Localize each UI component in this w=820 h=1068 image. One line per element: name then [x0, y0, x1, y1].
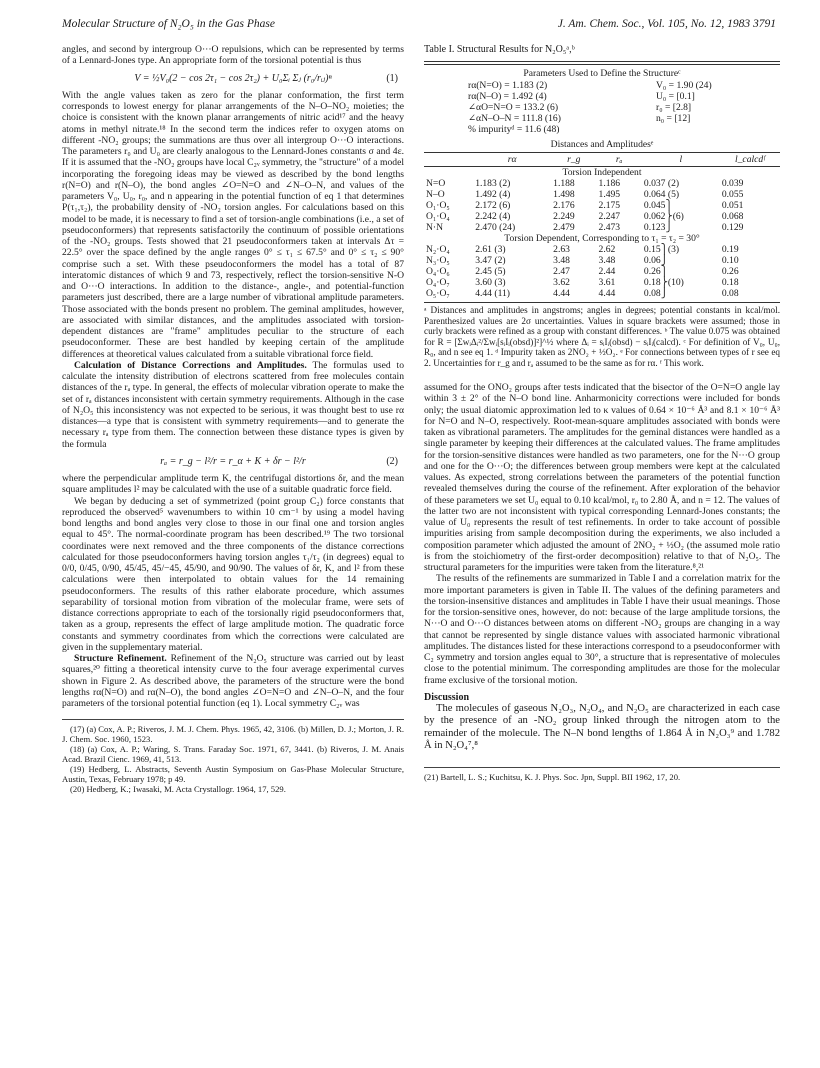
- section-runhead: Structure Refinement.: [74, 653, 167, 664]
- param: r₀ = [2.8]: [656, 102, 692, 113]
- cell: 2.172 (6): [475, 200, 511, 211]
- paragraph: [62, 360, 404, 450]
- cell: 0.08: [721, 288, 739, 299]
- params-title: Parameters Used to Define the Structureᶜ: [523, 68, 681, 79]
- table-row: [424, 211, 780, 222]
- cell: 0.26⎫: [643, 266, 668, 277]
- running-head-title: Molecular Structure of N₂O₅ in the Gas Phase: [62, 18, 275, 30]
- footnotes: [62, 719, 404, 794]
- cell: 4.44: [553, 288, 570, 299]
- cell: O₁·O₅: [426, 200, 450, 211]
- right-column: [424, 44, 780, 1056]
- cell: 0.15⎫(3): [643, 244, 680, 255]
- table-row: [424, 244, 780, 255]
- cell: 2.62: [598, 244, 616, 255]
- cell: 0.037 (2): [643, 178, 680, 189]
- cell: 0.08⎭: [643, 288, 668, 299]
- cell: 0.19: [721, 244, 739, 255]
- cell: 0.06⎭: [643, 255, 668, 266]
- param: U₀ = [0.1]: [656, 91, 695, 102]
- cell: O₄·O₇: [426, 277, 450, 288]
- param: ∠αO=N=O = 133.2 (6): [468, 102, 559, 113]
- params-grid: [468, 80, 780, 135]
- distances-title: Distances and Amplitudesᵉ: [550, 139, 654, 150]
- section-label: Torsion Independent: [562, 167, 642, 178]
- cell: 1.492 (4): [475, 189, 511, 200]
- paragraph: [62, 653, 404, 709]
- section-label: Torsion Dependent, Corresponding to τ₁ = τ₂ = 30°: [504, 233, 700, 244]
- paragraph-text: Refinement of the N₂O₅ structure was carried out by least squares,²⁰ fitting a theoretical intensity curve to the four average experimental curves shown in Figure 2. As described above, the parameters of the structure were the bond lengths rα(N=O) and rα(N–O), the bond angles ∠O=N=O and ∠N–O–N, and the four parameters of the torsional potential function (eq 1). Local symmetry C₂ᵥ was: [62, 653, 404, 709]
- cell-value: 0.15: [643, 244, 661, 255]
- cell-value: 0.26: [643, 266, 661, 277]
- footnote: (19) Hedberg, L. Abstracts, Seventh Austin Symposium on Gas-Phase Molecular Structure, Austin, Texas, February 1978; p 49.: [62, 764, 404, 785]
- cell: 0.055: [721, 189, 744, 200]
- table-1: [424, 44, 780, 368]
- equation-text: V = ½V₀(2 − cos 2τ₁ − cos 2τ₂) + U₀Σᵢ Σⱼ (r₀/rᵢⱼ)ⁿ: [134, 72, 332, 84]
- cell-value: 0.045: [643, 200, 666, 211]
- cell: 3.48: [598, 255, 616, 266]
- cell: 0.039: [721, 178, 744, 189]
- table-row: [424, 189, 780, 200]
- cell: 2.470 (24): [475, 222, 516, 233]
- paragraph-text: The formulas used to calculate the intensity distribution of electrons scattered from free molecules contain distances of the rₐ type. In general, the effects of molecular vibration operate to make the set of rₐ distances inconsistent with certain symmetry requirements. Although in the case of N₂O₅ this inconsistency was not expected to be serious, it was thought best to use rα distances—a type that is consistent with symmetry requirements—and to generate the necessary rₐ type from them. The connection between these distance types is given by the formula: [62, 359, 404, 450]
- cell: 2.479: [553, 222, 575, 233]
- param: [656, 124, 756, 135]
- table-row: [424, 266, 780, 277]
- cell-value: 0.062: [643, 211, 666, 222]
- cell: O₄·O₆: [426, 266, 450, 277]
- cell: 0.123⎭: [643, 222, 673, 233]
- param: rα(N=O) = 1.183 (2): [468, 80, 548, 91]
- group-brace-label: (10): [667, 277, 684, 288]
- paragraph: The results of the refinements are summarized in Table I and a correlation matrix for the more important parameters is given in Table II. The values of the defining parameters and the torsion-insensitive distances and amplitudes in Table I have their usual meanings. Those for the torsion-sensitive ones, however, do not: because of the large amplitude torsions, the N···O and O···O distances between atoms on different -NO₂ groups are changing in a way that cannot be represented by single distance values with associated harmonic vibrational amplitudes. The distances listed for these interactions correspond to a pseudoconformer with C₂ symmetry and torsion angles equal to 30°, a structure that is representative of molecules close to the potential minimum. The corresponding amplitudes are those for the molecular frame exclusive of the torsional motion.: [424, 573, 780, 686]
- cell: 2.249: [553, 211, 575, 222]
- table-row: [424, 277, 780, 288]
- cell: 0.26: [721, 266, 739, 277]
- cell: 0.062⎬(6): [643, 211, 684, 222]
- cell: 0.051: [721, 200, 744, 211]
- distances-table: [424, 152, 780, 299]
- param: rα(N–O) = 1.492 (4): [468, 91, 547, 102]
- table-row: [424, 255, 780, 266]
- cell: 0.064 (5): [643, 189, 680, 200]
- cell: 0.18: [721, 277, 739, 288]
- column-header: r_g: [551, 153, 596, 167]
- paragraph: where the perpendicular amplitude term K, the centrifugal distortions δr, and the mean square amplitudes l² may be calculated with the use of a suitable quadratic force field.: [62, 473, 404, 496]
- column-header: rₐ: [597, 153, 642, 167]
- cell: 3.48: [553, 255, 570, 266]
- cell: 4.44 (11): [475, 288, 511, 299]
- cell-value: 0.08: [643, 288, 661, 299]
- footnote: (21) Bartell, L. S.; Kuchitsu, K. J. Phys. Soc. Jpn, Suppl. BII 1962, 17, 20.: [424, 767, 780, 782]
- cell: 3.47 (2): [475, 255, 506, 266]
- table-rule: [424, 61, 780, 65]
- section-row: [424, 167, 780, 179]
- cell-value: 0.18: [643, 277, 661, 288]
- cell: N=O: [426, 178, 446, 189]
- cell: 0.045⎫: [643, 200, 673, 211]
- cell: 2.63: [553, 244, 570, 255]
- table-row: [424, 178, 780, 189]
- table-row: [424, 200, 780, 211]
- cell: 2.175: [598, 200, 621, 211]
- cell: 2.61 (3): [475, 244, 506, 255]
- table-notes: ᵃ Distances and amplitudes in angstroms; angles in degrees; potential constants in kcal/mol. Parenthesized values are 2σ uncertainties. Values in square brackets were assumed; those in curly brackets were refined as a group with constant differences. ᵇ The value 0.075 was obtained for R = [ΣwᵢΔᵢ²/Σwᵢ[sᵢIᵢ(obsd)]²]^½ where Δᵢ = sᵢIᵢ(obsd) − sᵢIᵢ(calcd). ᶜ For definition of V₀, U₀, R₀, and n see eq 1. ᵈ Impurity taken as 2NO₂ + ½O₂. ᵉ For connections between types of r see eq 2. Uncertainties for r_g and rₐ assumed to be the same as for rα. ᶠ This work.: [424, 302, 780, 368]
- equation-2: [62, 456, 404, 467]
- cell: 1.186: [598, 178, 621, 189]
- cell: 2.45 (5): [475, 266, 506, 277]
- cell: 2.473: [598, 222, 621, 233]
- cell: 4.44: [598, 288, 616, 299]
- param: % impurityᵈ = 11.6 (48): [468, 124, 560, 135]
- param: ∠αN–O–N = 111.8 (16): [468, 113, 561, 124]
- cell-value: 0.06: [643, 255, 661, 266]
- table-row: [424, 222, 780, 233]
- cell: 3.62: [553, 277, 570, 288]
- param: n₀ = [12]: [656, 113, 691, 124]
- cell: N–O: [426, 189, 445, 200]
- section-row: [424, 233, 780, 244]
- cell: N₂·O₄: [426, 244, 450, 255]
- table-header-row: [424, 153, 780, 167]
- cell: 0.18⎬(10): [643, 277, 684, 288]
- cell: 2.44: [598, 266, 616, 277]
- cell: 0.10: [721, 255, 739, 266]
- footnote: (17) (a) Cox, A. P.; Riveros, J. M. J. Chem. Phys. 1965, 42, 3106. (b) Millen, D. J.; Morton, J. R. J. Chem. Soc. 1960, 1523.: [62, 724, 404, 745]
- cell: 2.47: [553, 266, 570, 277]
- paragraph: angles, and second by intergroup O···O repulsions, which can be represented by terms of a Lennard-Jones type. An appropriate form of the torsional potential is thus: [62, 44, 404, 67]
- cell: O₅·O₇: [426, 288, 450, 299]
- param: V₀ = 1.90 (24): [656, 80, 712, 91]
- discussion-section: [424, 703, 780, 753]
- equation-1: [62, 73, 404, 84]
- column-header: rα: [473, 153, 551, 167]
- cell: O₁·O₄: [426, 211, 450, 222]
- running-head: [62, 18, 776, 34]
- table-caption: Table I. Structural Results for N₂O₅ᵃ,ᵇ: [424, 44, 575, 55]
- cell: 2.176: [553, 200, 575, 211]
- table-row: [424, 288, 780, 299]
- column-header: l_calcdᶠ: [720, 153, 780, 167]
- paragraph: assumed for the ONO₂ groups after tests indicated that the bisector of the O=N=O angle lay within 3 ± 2° of the N–O bond line. Anharmonicity corrections were included for bonds only; the usual diatomic approximation led to κ values of 0.64 × 10⁻⁶ Å³ and 8.1 × 10⁻⁶ Å³ for N=O and N–O, respectively. Root-mean-square amplitudes associated with bonds were taken as vibrational parameters. The amplitudes for the geminal distances were handled as a single parameter by keeping their differences at the calculated values. The frame amplitudes for the torsion-sensitive distances were handled as two parameters, one for the N···O group and one for the O···O; the differences between group members were kept at the calculated values. As expected, strong correlations between the parameters of the potential function revealed themselves during the course of the refinement. After exploration of the behavior of these parameters we set U₀ equal to 0.10 kcal/mol, r₀ to 2.80 Å, and n = 12. The values of the latter two are not inconsistent with typical corresponding Lennard-Jones constants; the value of U₀ represents the result of test refinements. In order to take account of possible impurities arising from sample decomposition during the experiments, we also included a composition parameter which adjusted the amount of 2NO₂ + ½O₂ (the assumed mole ratio is from the stoichiometry of the first-order decomposition) relative to that of N₂O₅. The structural parameters for the impurities were taken from the literature.⁸,²¹: [424, 382, 780, 573]
- left-column: [62, 44, 404, 1056]
- cell: 2.242 (4): [475, 211, 511, 222]
- paragraph: With the angle values taken as zero for the planar conformation, the first term corresponds to lowest energy for planar arrangements of the N–O–NO₂ moieties; the choice is consistent with the known planar arrangements of nitric acid¹⁷ and the heavy atoms in methyl nitrate.¹⁸ In the second term the indices refer to oxygen atoms on different -NO₂ groups; the summations are thus over all intergroup O···O interactions. The parameters r₀ and U₀ are clearly analogous to the Lennard-Jones constants σ and 4ε. If it is assumed that the -NO₂ groups have local C₂ᵥ symmetry, the "structure" of a model incorporating the foregoing ideas may be viewed as described by the bond lengths r(N=O) and r(N–O), the bond angles ∠O=N=O and ∠N–O–N, and values of the parameters V₀, U₀, r₀, and n appearing in the potential function of eq 1 that determines P(τ₁,τ₂), the probability density of -NO₂ torsion angles. For calculations based on this model to be made, it is necessary to find a set of torsion-angle combinations (i.e., a set of pseudoconformers) that represents satisfactorily the continuum of possible orientations of the -NO₂ groups. Tests showed that 21 pseudoconformers taken at intervals Δτ = 22.5° over the space defined by the angle ranges 0° ≤ τ₁ ≤ 67.5° and 0° ≤ τ₂ ≤ 90° comprise such a set. With these pseudoconformers the model has a total of 87 interatomic distances of which 9 and 73, respectively, reflect the torsion-sensitive N-O and O···O interactions. In addition to the distance-, angle-, and potential-function parameters just described, there are a large number of vibrational amplitude parameters. Those associated with the bonds present no problem. The geminal amplitudes, however, are associated with similar distances, and the amplitudes associated with torsion-dependent distances are "frame" amplitudes peculiar to the structure of each pseudoconformer. These are best handled by keeping certain of the amplitude differences at theoretical values calculated from a suitable vibrational force field.: [62, 89, 404, 360]
- column-header: [424, 153, 473, 167]
- cell: 0.068: [721, 211, 744, 222]
- cell: 3.61: [598, 277, 616, 288]
- cell: 3.60 (3): [475, 277, 506, 288]
- equation-text: rₐ = r_g − l²/r = r_α + K + δr − l²/r: [160, 455, 306, 467]
- group-brace-label: (6): [672, 211, 684, 222]
- section-runhead: Calculation of Distance Corrections and Amplitudes.: [74, 359, 307, 371]
- cell-value: 0.123: [643, 222, 666, 233]
- section-heading: Discussion: [424, 691, 470, 703]
- column-header: l: [642, 153, 720, 167]
- cell: N₃·O₅: [426, 255, 450, 266]
- footnote: (20) Hedberg, K.; Iwasaki, M. Acta Crystallogr. 1964, 17, 529.: [70, 784, 286, 795]
- cell: 1.495: [598, 189, 621, 200]
- cell: 1.183 (2): [475, 178, 511, 189]
- cell: 1.498: [553, 189, 575, 200]
- paragraph: The molecules of gaseous N₂O₃, N₂O₄, and N₂O₅ are characterized in each case by the presence of an -NO₂ group linked through the nitrogen atom to the remainder of the molecule. The N–N bond lengths of 1.864 Å in N₂O₃⁹ and 1.782 Å in N₂O₄⁷,⁸: [424, 703, 780, 752]
- cell: 2.247: [598, 211, 621, 222]
- running-head-citation: J. Am. Chem. Soc., Vol. 105, No. 12, 1983 3791: [557, 18, 776, 30]
- group-brace-label: (3): [667, 244, 680, 255]
- paragraph: We began by deducing a set of symmetrized (point group C₂) force constants that reproduced the observed⁵ wavenumbers to within 10 cm⁻¹ by using a model having bond lengths and bond angles very close to those in our final one and torsion angles equal to 45°. The normal-coordinate program has been described.¹⁹ The two torsional coordinates were next removed and the three components of the distance corrections calculated for those pseudoconformers having torsion angles τ₁/τ₂ (in degrees) equal to 0/0, 0/45, 0/90, 45/45, 45/−45, 45/90, and 90/90. The values of δr, K, and l² from these calculations were then interpolated to obtain values for the 14 remaining pseudoconformers. The results of this rather elaborate procedure, which assumes separability of torsional motion from vibration of the molecular frame, were sets of distance corrections appropriate to each of the torsionally rigid pseudoconformers that, taken as a group, represents the effect of large amplitude motion. The quadratic force constants and symmetry coordinates from which the corrections were calculated are given in the supplementary material.: [62, 495, 404, 653]
- equation-number: (2): [386, 455, 398, 467]
- cell: N·N: [426, 222, 444, 233]
- cell: 1.188: [553, 178, 575, 189]
- cell: 0.129: [721, 222, 744, 233]
- footnote: (18) (a) Cox, A. P.; Waring, S. Trans. Faraday Soc. 1971, 67, 3441. (b) Riveros, J. M. Anais Acad. Brazil Cienc. 1969, 41, 513.: [62, 744, 404, 765]
- equation-number: (1): [386, 72, 398, 84]
